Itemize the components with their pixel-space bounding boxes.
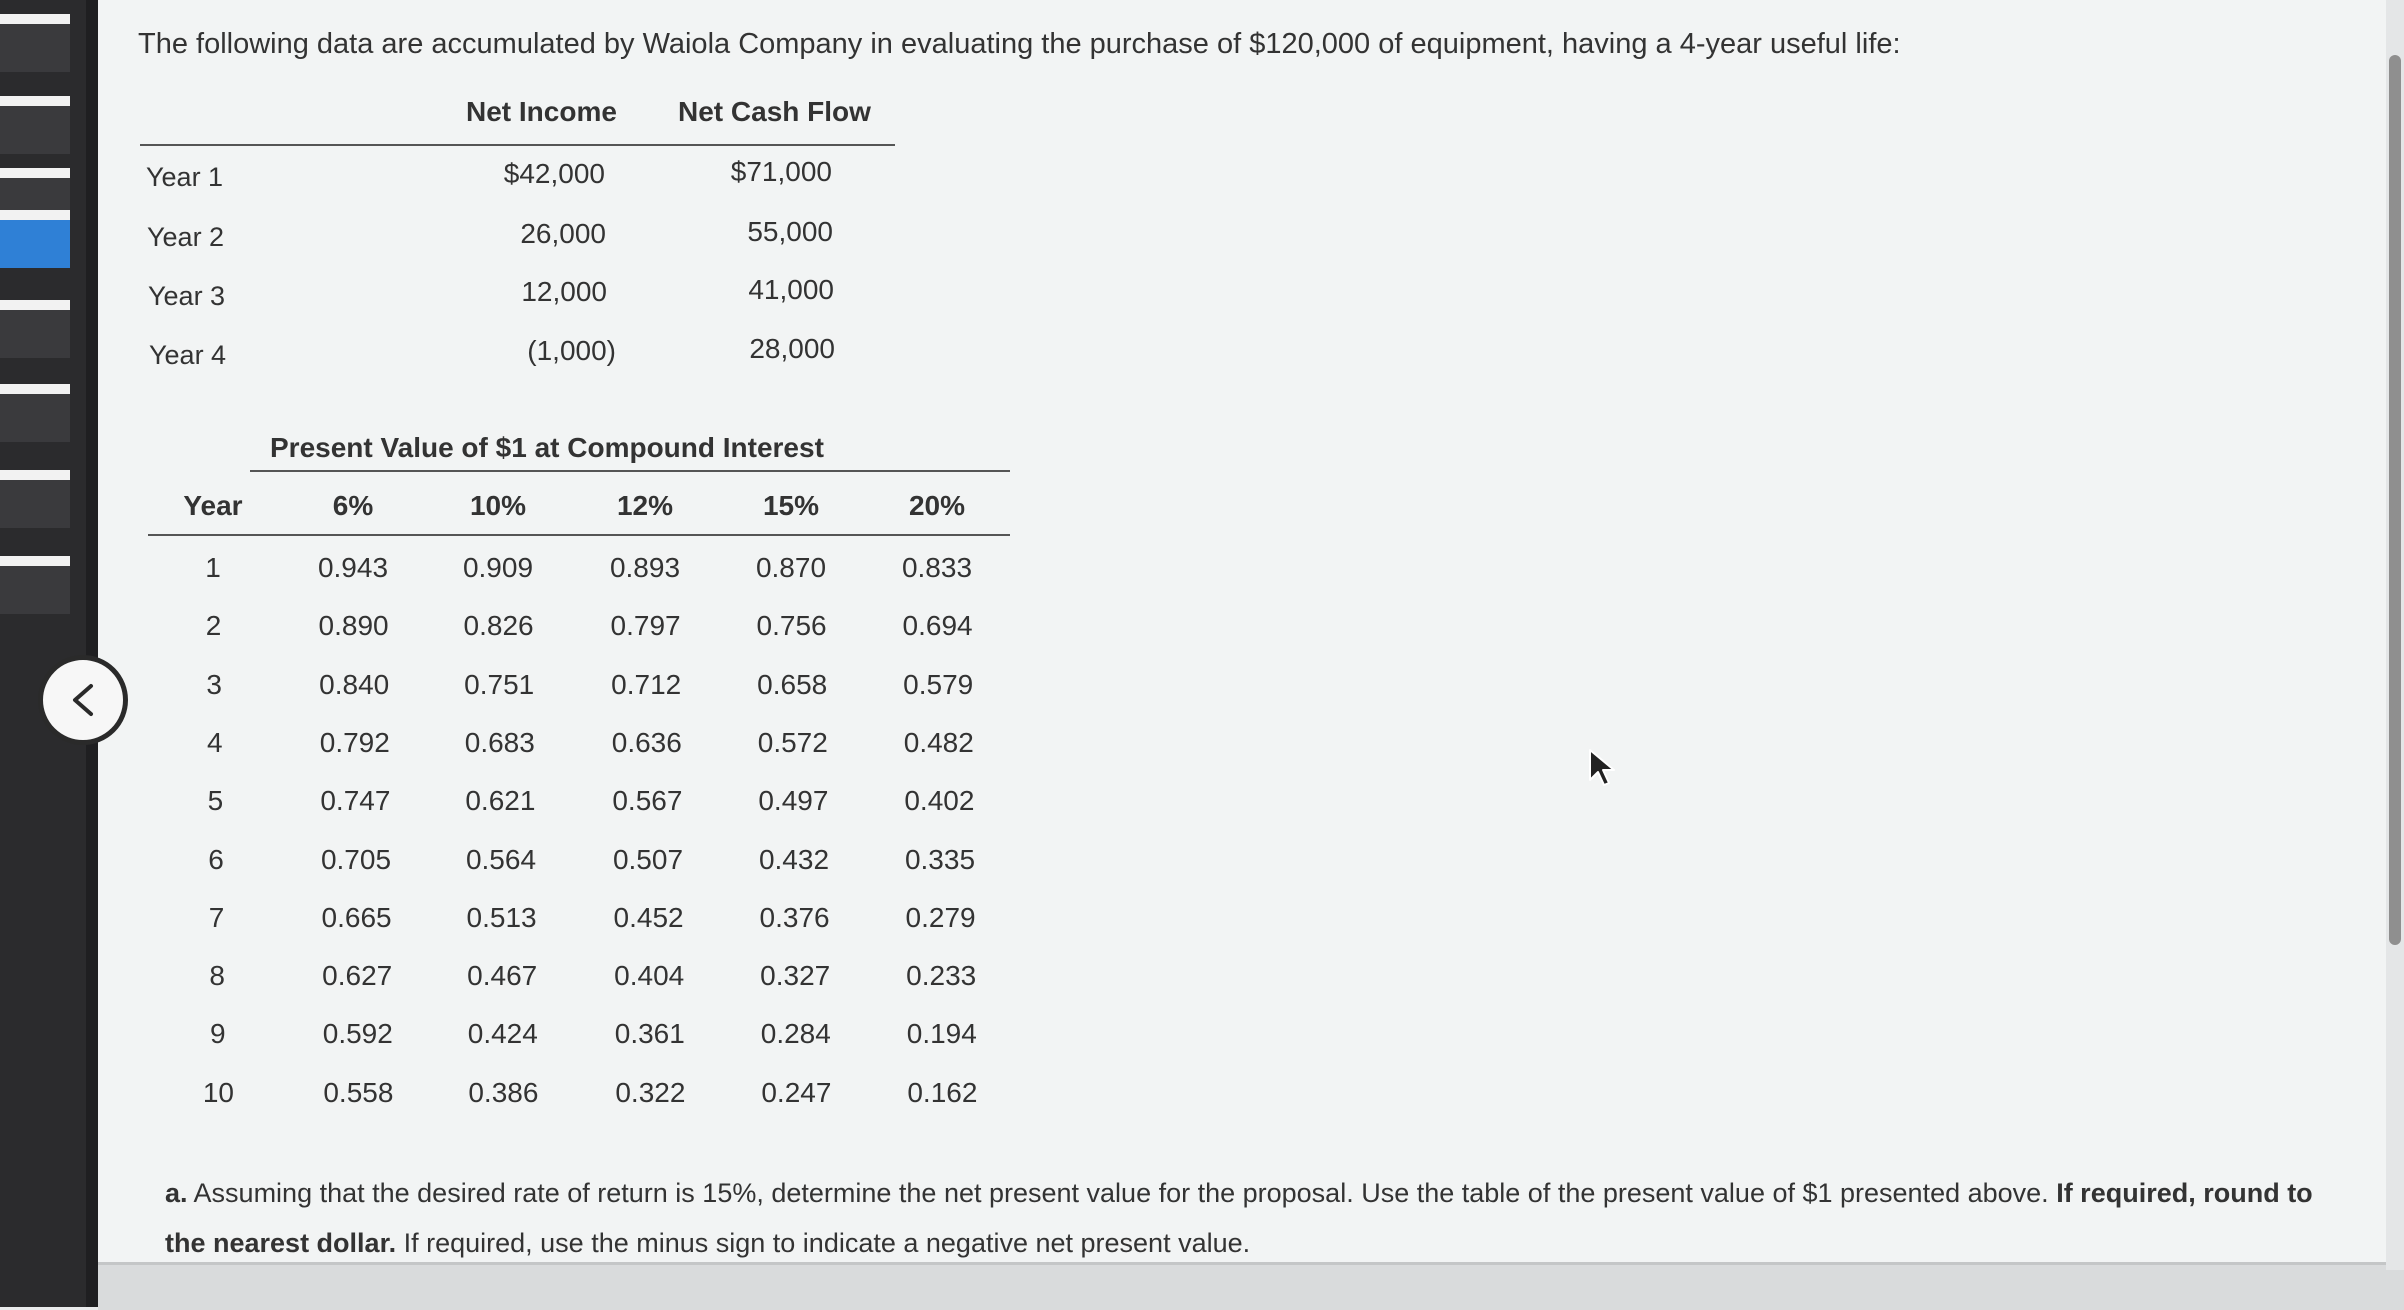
- net-income-cell: 26,000: [520, 218, 606, 249]
- pv-factor-cell: 0.424: [467, 1018, 538, 1049]
- pv-factor-cell: 0.404: [614, 960, 685, 991]
- pv-table-title: Present Value of $1 at Compound Interest: [270, 432, 824, 463]
- pv-year-cell: 9: [210, 1018, 226, 1049]
- pv-factor-cell: 0.386: [468, 1077, 539, 1108]
- back-button[interactable]: [38, 655, 128, 745]
- pv-year-cell: 8: [209, 960, 225, 991]
- pv-factor-cell: 0.452: [613, 902, 684, 933]
- pv-year-cell: 4: [207, 727, 223, 758]
- pv-factor-cell: 0.826: [463, 610, 534, 641]
- pv-year-cell: 6: [208, 844, 224, 875]
- pv-factor-cell: 0.335: [904, 844, 976, 875]
- pv-factor-cell: 0.564: [465, 844, 537, 875]
- pv-header-rate: 20%: [908, 490, 966, 521]
- pv-factor-cell: 0.592: [322, 1018, 393, 1049]
- pv-factor-cell: 0.467: [467, 960, 538, 991]
- pv-factor-cell: 0.712: [611, 669, 682, 700]
- table-rule: [140, 144, 895, 146]
- pv-header-year: Year: [183, 490, 243, 521]
- pv-header-rate: 6%: [332, 490, 374, 521]
- mouse-pointer-icon: [1588, 748, 1618, 788]
- pv-factor-cell: 0.636: [611, 727, 682, 758]
- pv-factor-cell: 0.870: [755, 552, 827, 583]
- pv-factor-cell: 0.327: [760, 960, 831, 991]
- pv-factor-cell: 0.621: [465, 785, 536, 816]
- pv-factor-cell: 0.658: [757, 669, 828, 700]
- pv-factor-cell: 0.893: [609, 552, 681, 583]
- pv-factor-cell: 0.890: [318, 610, 389, 641]
- net-cash-flow-cell: 55,000: [747, 216, 833, 247]
- sidebar-tab[interactable]: [0, 470, 70, 528]
- pv-factor-cell: 0.694: [902, 610, 973, 641]
- row-label: Year 3: [148, 281, 226, 311]
- problem-intro: The following data are accumulated by Waiola Company in evaluating the purchase of $120,000 of equipment, having a 4-year useful life:: [138, 28, 1901, 60]
- net-income-cell: (1,000): [527, 335, 616, 366]
- question-text: Assuming that the desired rate of return is 15%, determine the net present value for the proposal. Use the table of the present value of $1 presented above.: [187, 1178, 2057, 1208]
- header-net-income: Net Income: [466, 96, 617, 127]
- pv-header-rate: 15%: [762, 490, 820, 521]
- question-rounding-note: If required, round to the nearest dollar.: [165, 1178, 2313, 1258]
- pv-factor-cell: 0.665: [321, 902, 392, 933]
- pv-factor-cell: 0.279: [905, 902, 976, 933]
- net-income-cell: $42,000: [503, 158, 605, 189]
- table-rule: [148, 534, 1010, 536]
- pv-year-cell: 1: [205, 552, 221, 583]
- pv-header-rate: 12%: [616, 490, 674, 521]
- pv-factor-cell: 0.558: [323, 1077, 394, 1108]
- footer-bar: [98, 1262, 2404, 1310]
- pv-factor-cell: 0.322: [615, 1077, 686, 1108]
- net-cash-flow-cell: 28,000: [749, 333, 835, 364]
- pv-factor-cell: 0.792: [319, 727, 390, 758]
- pv-factor-cell: 0.840: [319, 669, 390, 700]
- pv-factor-cell: 0.943: [317, 552, 389, 583]
- pv-factor-cell: 0.402: [904, 785, 975, 816]
- left-sidebar: [0, 0, 98, 1307]
- net-cash-flow-cell: 41,000: [748, 274, 834, 305]
- sidebar-tab[interactable]: [0, 96, 70, 154]
- pv-factor-cell: 0.579: [903, 669, 974, 700]
- pv-factor-cell: 0.194: [906, 1018, 977, 1049]
- table-rule: [250, 470, 1010, 472]
- pv-factor-cell: 0.705: [320, 844, 392, 875]
- sidebar-tab-active[interactable]: [0, 210, 70, 268]
- pv-factor-cell: 0.833: [901, 552, 973, 583]
- pv-factor-cell: 0.247: [761, 1077, 832, 1108]
- pv-year-cell: 3: [206, 669, 222, 700]
- pv-factor-cell: 0.432: [758, 844, 830, 875]
- chevron-left-icon: [61, 678, 105, 722]
- sidebar-divider: [86, 0, 98, 1307]
- question-a: [165, 1168, 2315, 1268]
- net-cash-flow-cell: $71,000: [730, 156, 832, 187]
- pv-factor-cell: 0.507: [612, 844, 684, 875]
- pv-factor-cell: 0.627: [322, 960, 393, 991]
- question-label: a.: [165, 1178, 188, 1208]
- pv-factor-cell: 0.747: [320, 785, 391, 816]
- pv-factor-cell: 0.376: [759, 902, 830, 933]
- pv-factor-cell: 0.162: [907, 1077, 978, 1108]
- sidebar-tab[interactable]: [0, 384, 70, 442]
- pv-factor-cell: 0.233: [906, 960, 977, 991]
- header-net-cash-flow: Net Cash Flow: [678, 96, 871, 127]
- question-text-sign: If required, use the minus sign to indicate a negative net present value.: [396, 1228, 1251, 1258]
- net-income-cell: 12,000: [521, 276, 607, 307]
- pv-header-rate: 10%: [469, 490, 527, 521]
- pv-factor-cell: 0.797: [610, 610, 681, 641]
- pv-factor-cell: 0.909: [462, 552, 534, 583]
- pv-factor-cell: 0.572: [757, 727, 828, 758]
- row-label: Year 2: [147, 222, 225, 252]
- pv-year-cell: 10: [202, 1077, 234, 1108]
- row-label: Year 1: [146, 162, 224, 192]
- content-panel: [98, 0, 2388, 1270]
- pv-factor-cell: 0.497: [758, 785, 829, 816]
- scrollbar-thumb[interactable]: [2389, 55, 2401, 945]
- pv-year-cell: 5: [207, 785, 224, 816]
- pv-year-cell: 2: [205, 610, 222, 641]
- row-label: Year 4: [149, 340, 227, 370]
- pv-factor-cell: 0.482: [903, 727, 974, 758]
- pv-factor-cell: 0.756: [756, 610, 827, 641]
- sidebar-tab[interactable]: [0, 556, 70, 614]
- pv-factor-cell: 0.567: [612, 785, 683, 816]
- sidebar-tab[interactable]: [0, 14, 70, 72]
- pv-factor-cell: 0.751: [464, 669, 535, 700]
- pv-factor-cell: 0.513: [466, 902, 537, 933]
- pv-factor-cell: 0.284: [760, 1018, 831, 1049]
- sidebar-tab[interactable]: [0, 300, 70, 358]
- pv-factor-cell: 0.683: [464, 727, 535, 758]
- pv-year-cell: 7: [208, 902, 225, 933]
- pv-factor-cell: 0.361: [614, 1018, 685, 1049]
